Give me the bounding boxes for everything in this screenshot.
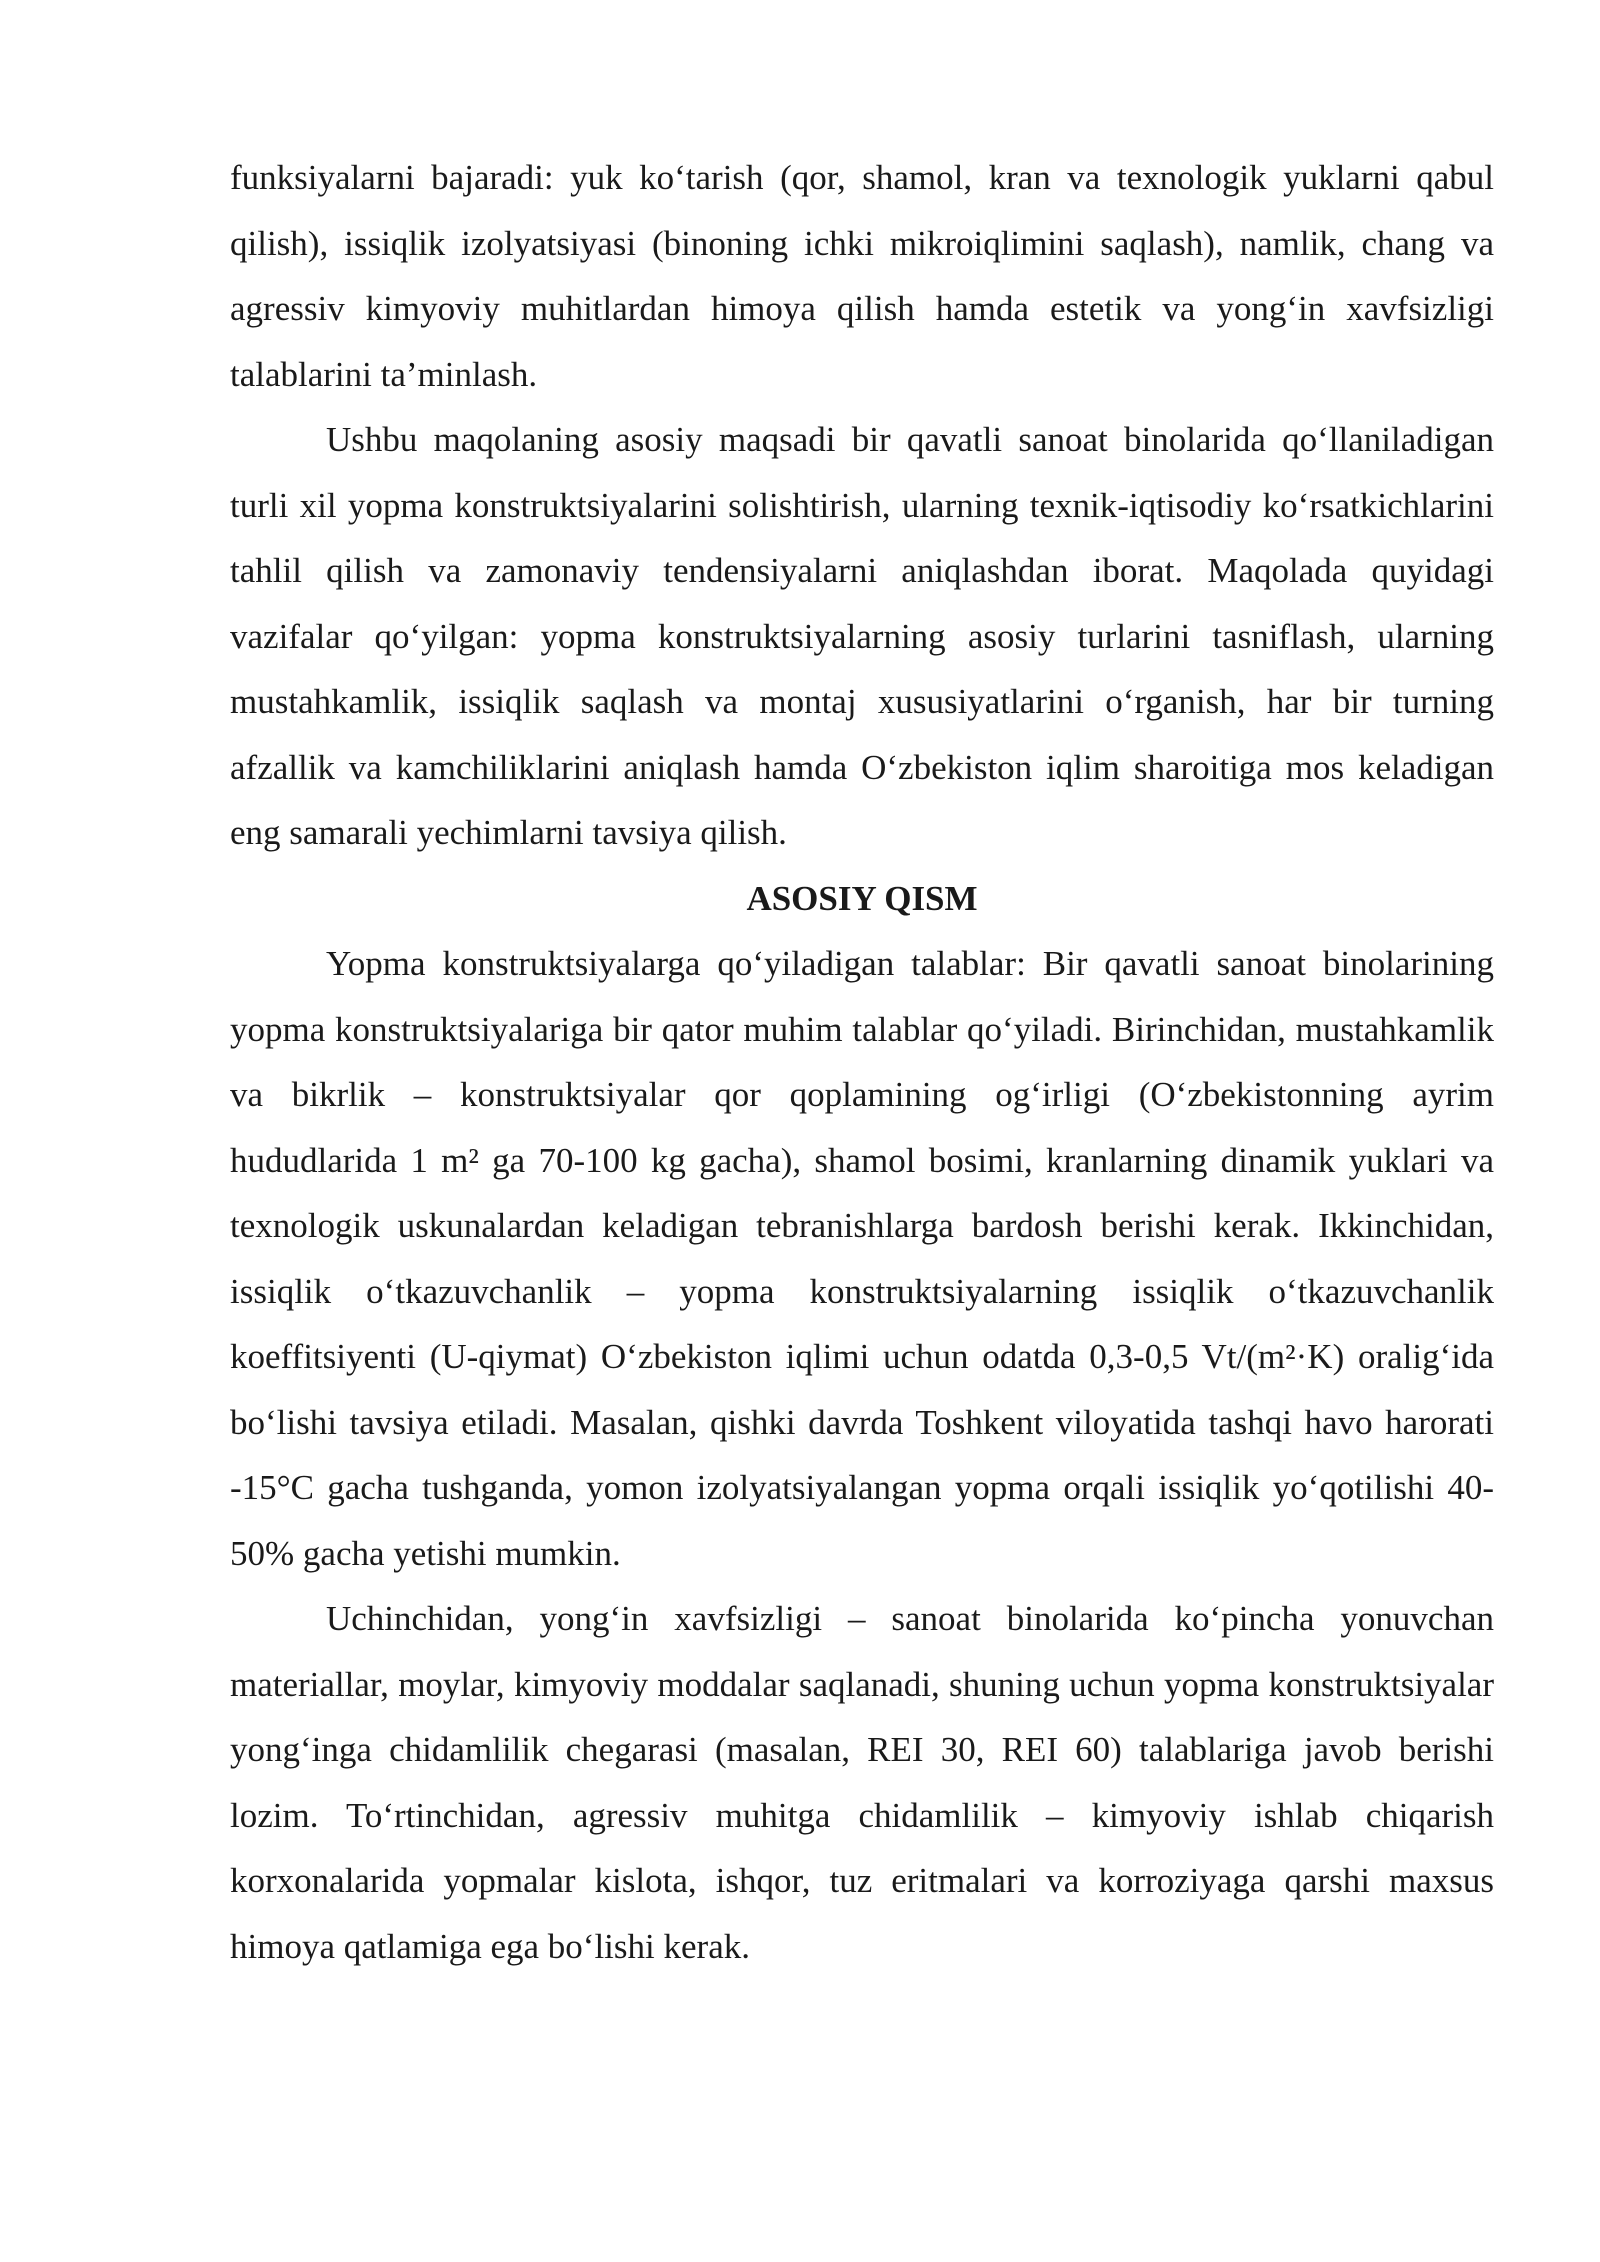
paragraph-continuation: funksiyalarni bajaradi: yuk ko‘tarish (qor, shamol, kran va texnologik yuklarni qabul qilish), issiqlik izolyatsiyasi (binoning ichki mikroiqlimini saqlash), namlik, chang va agressiv kimyoviy muhitlardan himoya qilish hamda estetik va yong‘in xavfsizligi talablarini ta’minlash. [230, 158, 1494, 394]
section-heading: ASOSIY QISM [746, 878, 978, 918]
paragraph-purpose: Ushbu maqolaning asosiy maqsadi bir qavatli sanoat binolarida qo‘llaniladigan turli xil yopma konstruktsiyalarini solishtirish, ularning texnik-iqtisodiy ko‘rsatkichlarini tahlil qilish va zamonaviy tendensiyalarni aniqlashdan iborat. Maqolada quyidagi vazifalar qo‘yilgan: yopma konstruktsiyalarning asosiy turlarini tasniflash, ularning mustahkamlik, issiqlik saqlash va montaj xususiyatlarini o‘rganish, har bir turning afzallik va kamchiliklarini aniqlash hamda O‘zbekiston iqlim sharoitiga mos keladigan eng samarali yechimlarni tavsiya qilish. [230, 420, 1494, 852]
document-page [230, 145, 1494, 1979]
paragraph-requirements: Yopma konstruktsiyalarga qo‘yiladigan talablar: Bir qavatli sanoat binolarining yopma konstruktsiyalariga bir qator muhim talablar qo‘yiladi. Birinchidan, mustahkamlik va bikrlik – konstruktsiyalar qor qoplamining og‘irligi (O‘zbekistonning ayrim hududlarida 1 m² ga 70-100 kg gacha), shamol bosimi, kranlarning dinamik yuklari va texnologik uskunalardan keladigan tebranishlarga bardosh berishi kerak. Ikkinchidan, issiqlik o‘tkazuvchanlik – yopma konstruktsiyalarning issiqlik o‘tkazuvchanlik koeffitsiyenti (U-qiymat) O‘zbekiston iqlimi uchun odatda 0,3-0,5 Vt/(m²·K) oralig‘ida bo‘lishi tavsiya etiladi. Masalan, qishki davrda Toshkent viloyatida tashqi havo harorati -15°C gacha tushganda, yomon izolyatsiyalangan yopma orqali issiqlik yo‘qotilishi 40-50% gacha yetishi mumkin. [230, 944, 1494, 1573]
paragraph-fire-safety: Uchinchidan, yong‘in xavfsizligi – sanoat binolarida ko‘pincha yonuvchan materiallar, moylar, kimyoviy moddalar saqlanadi, shuning uchun yopma konstruktsiyalar yong‘inga chidamlilik chegarasi (masalan, REI 30, REI 60) talablariga javob berishi lozim. To‘rtinchidan, agressiv muhitga chidamlilik – kimyoviy ishlab chiqarish korxonalarida yopmalar kislota, ishqor, tuz eritmalari va korroziyaga qarshi maxsus himoya qatlamiga ega bo‘lishi kerak. [230, 1599, 1494, 1966]
